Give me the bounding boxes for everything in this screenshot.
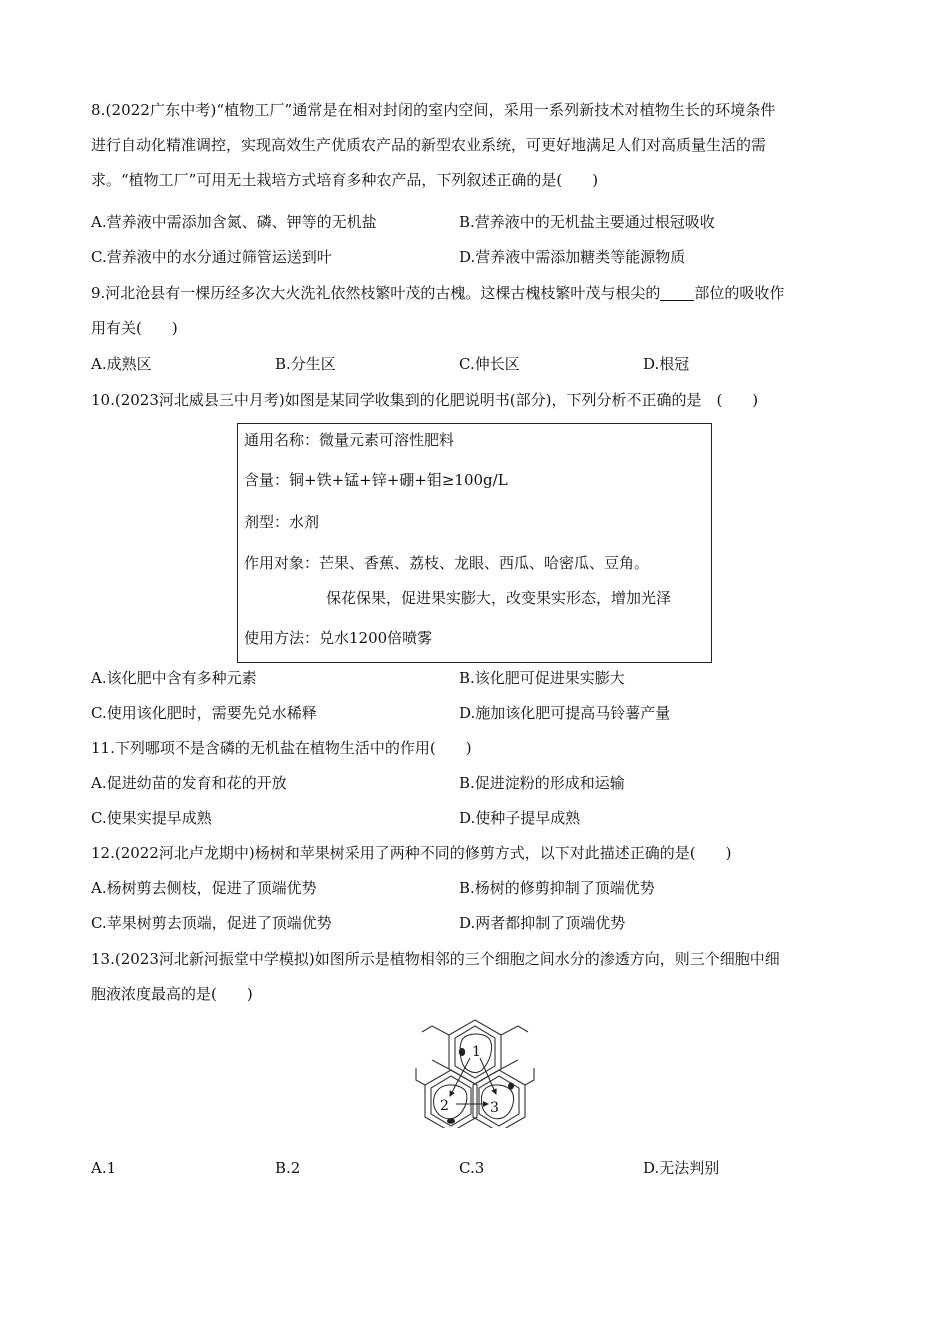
question-8-stem (91, 93, 861, 198)
q9-answer-blank (660, 285, 694, 301)
q11-stem-text: 11.下列哪项不是含磷的无机盐在植物生活中的作用( ) (91, 739, 472, 757)
q13-line-2: 胞液浓度最高的是( ) (91, 985, 253, 1003)
q13-option-a[interactable]: A.1 (91, 1159, 117, 1177)
question-13-stem (91, 942, 861, 1012)
q12-option-b[interactable]: B.杨树的修剪抑制了顶端优势 (459, 879, 655, 897)
q8-option-a[interactable]: A.营养液中需添加含氮、磷、钾等的无机盐 (91, 213, 377, 231)
q11-option-d[interactable]: D.使种子提早成熟 (459, 809, 581, 827)
q13-option-c[interactable]: C.3 (459, 1159, 485, 1177)
question-11-stem (91, 731, 861, 766)
question-12-options-row-2 (91, 906, 871, 941)
q11-option-b[interactable]: B.促进淀粉的形成和运输 (459, 774, 625, 792)
q10-option-a[interactable]: A.该化肥中含有多种元素 (91, 669, 257, 687)
q9-line-1-post: 部位的吸收作 (694, 284, 785, 302)
fertilizer-label-box (237, 423, 712, 663)
q9-line-1 (91, 276, 861, 311)
q10-option-c[interactable]: C.使用该化肥时，需要先兑水稀释 (91, 704, 317, 722)
label-form: 剂型：水剂 (244, 513, 320, 531)
question-10-options-row-1 (91, 661, 871, 696)
cell-label-2: 2 (440, 1098, 449, 1114)
q12-option-c[interactable]: C.苹果树剪去顶端，促进了顶端优势 (91, 914, 332, 932)
question-11-options-row-1 (91, 766, 871, 801)
question-11-options-row-2 (91, 801, 871, 836)
q8-line-1: 8.(2022广东中考)“植物工厂”通常是在相对封闭的室内空间，采用一系列新技术对植物生长的环境条件 (91, 101, 776, 119)
question-10-stem (91, 383, 861, 418)
question-10-options-row-2 (91, 696, 871, 731)
label-target-2: 保花保果，促进果实膨大，改变果实形态，增加光泽 (326, 589, 672, 607)
q8-option-c[interactable]: C.营养液中的水分通过筛管运送到叶 (91, 248, 332, 266)
question-13-options (91, 1151, 871, 1186)
question-9-options (91, 347, 871, 382)
question-8-options-row-2 (91, 240, 871, 275)
label-usage: 使用方法：兑水1200倍喷雾 (244, 629, 433, 647)
q13-line-1: 13.(2023河北新河振堂中学模拟)如图所示是植物相邻的三个细胞之间水分的渗透方向，则三个细胞中细 (91, 950, 780, 968)
q9-option-c[interactable]: C.伸长区 (459, 355, 520, 373)
question-9-stem (91, 276, 861, 346)
cell-label-1: 1 (472, 1044, 481, 1060)
q13-option-d[interactable]: D.无法判别 (643, 1159, 720, 1177)
q12-option-a[interactable]: A.杨树剪去侧枝，促进了顶端优势 (91, 879, 317, 897)
arrow-cell1-to-cell3 (480, 1058, 496, 1094)
q10-option-d[interactable]: D.施加该化肥可提高马铃薯产量 (459, 704, 671, 722)
q8-line-3: 求。“植物工厂”可用无土栽培方式培育多种农产品，下列叙述正确的是( ) (91, 171, 599, 189)
q9-option-d[interactable]: D.根冠 (643, 355, 690, 373)
q11-option-a[interactable]: A.促进幼苗的发育和花的开放 (91, 774, 287, 792)
hexagon-cell-walls (416, 1020, 534, 1128)
label-name: 通用名称：微量元素可溶性肥料 (244, 431, 455, 449)
q9-option-a[interactable]: A.成熟区 (91, 355, 152, 373)
q12-option-d[interactable]: D.两者都抑制了顶端优势 (459, 914, 626, 932)
q10-stem-text: 10.(2023河北威县三中月考)如图是某同学收集到的化肥说明书(部分)，下列分析不正确的是 ( ) (91, 391, 759, 409)
q13-option-b[interactable]: B.2 (275, 1159, 301, 1177)
q9-option-b[interactable]: B.分生区 (275, 355, 336, 373)
q8-line-2: 进行自动化精准调控，实现高效生产优质农产品的新型农业系统，可更好地满足人们对高质量生活的需 (91, 136, 767, 154)
label-content: 含量：铜+铁+锰+锌+硼+钼≥100g/L (244, 471, 508, 489)
question-12-options-row-1 (91, 871, 871, 906)
q9-line-1-pre: 9.河北沧县有一棵历经多次大火洗礼依然枝繁叶茂的古槐。这棵古槐枝繁叶茂与根尖的 (91, 284, 661, 302)
q9-line-2: 用有关( ) (91, 319, 178, 337)
plant-cells-figure (412, 1018, 538, 1128)
q12-stem-text: 12.(2022河北卢龙期中)杨树和苹果树采用了两种不同的修剪方式，以下对此描述正确的是( ) (91, 844, 732, 862)
q10-option-b[interactable]: B.该化肥可促进果实膨大 (459, 669, 625, 687)
label-target-1: 作用对象：芒果、香蕉、荔枝、龙眼、西瓜、哈密瓜、豆角。 (244, 554, 650, 572)
q8-option-b[interactable]: B.营养液中的无机盐主要通过根冠吸收 (459, 213, 715, 231)
cell-label-3: 3 (490, 1100, 499, 1116)
q8-option-d[interactable]: D.营养液中需添加糖类等能源物质 (459, 248, 686, 266)
question-12-stem (91, 836, 861, 871)
question-8-options-row-1 (91, 205, 871, 240)
q11-option-c[interactable]: C.使果实提早成熟 (91, 809, 212, 827)
